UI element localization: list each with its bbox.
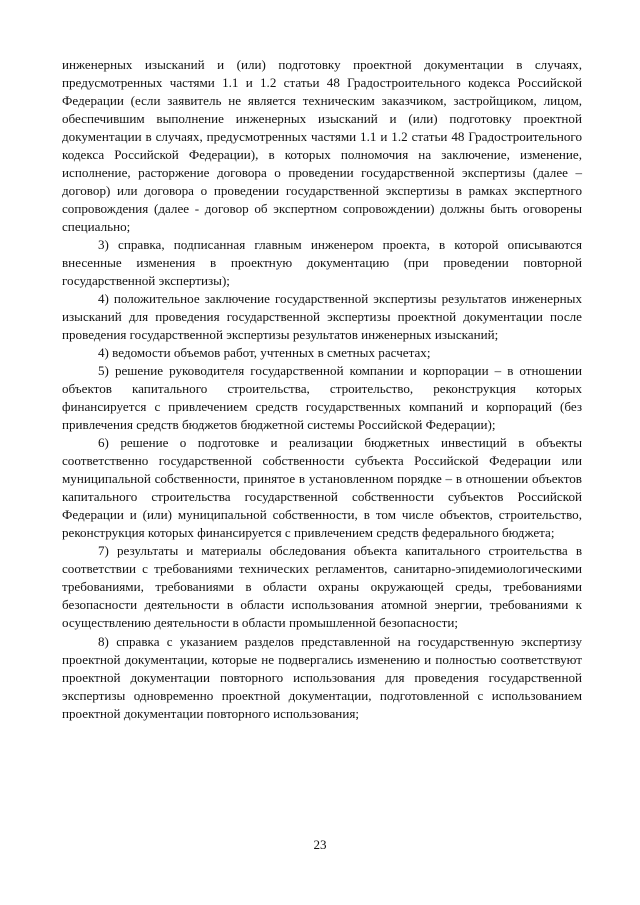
page-number: 23: [313, 837, 327, 852]
document-page: [62, 56, 582, 723]
paragraph-item-6: 6) решение о подготовке и реализации бюджетных инвестиций в объекты соответственно государственной собственности субъекта Российской Федерации или муниципальной собственности, принятое в установленном порядке – в отношении объектов капитального строительства государственной собственности субъектов Российской Федерации и (или) муниципальной собственности, в том числе объектов, строительство, реконструкция которых финансируется с привлечением средств федерального бюджета;: [62, 435, 582, 541]
paragraph-item-7: 7) результаты и материалы обследования объекта капитального строительства в соответствии с требованиями технических регламентов, санитарно-эпидемиологическими требованиями, требованиями в области охраны окружающей среды, требованиями безопасности деятельности в области использования атомной энергии, требованиями к осуществлению деятельности в области промышленной безопасности;: [62, 543, 582, 631]
paragraph-item-4-conclusion: 4) положительное заключение государственной экспертизы результатов инженерных изысканий для проведения государственной экспертизы проектной документации после проведения государственной экспертизы результатов инженерных изысканий;: [62, 291, 582, 343]
paragraph-item-8: 8) справка с указанием разделов представленной на государственную экспертизу проектной документации, которые не подвергались изменению и полностью соответствуют проектной документации повторного использования для проведения государственной экспертизы одновременно проектной документации, подготовленной с использованием проектной документации повторного использования;: [62, 633, 582, 721]
paragraph-item-3: 3) справка, подписанная главным инженером проекта, в которой описываются внесенные изменения в проектную документацию (при проведении повторной государственной экспертизы);: [62, 237, 582, 289]
paragraph-continuation: инженерных изысканий и (или) подготовку проектной документации в случаях, предусмотренных частями 1.1 и 1.2 статьи 48 Градостроительного кодекса Российской Федерации (если заявитель не является техническим заказчиком, застройщиком, лицом, обеспечившим выполнение инженерных изысканий и (или) подготовку проектной документации в случаях, предусмотренных частями 1.1 и 1.2 статьи 48 Градостроительного кодекса Российской Федерации), в которых полномочия на заключение, изменение, исполнение, расторжение договора о проведении государственной экспертизы (далее – договор) или договора о проведении государственной экспертизы в рамках экспертного сопровождения (далее - договор об экспертном сопровождении) должны быть оговорены специально;: [62, 57, 582, 235]
paragraph-item-5: 5) решение руководителя государственной компании и корпорации – в отношении объектов капитального строительства, строительство, реконструкция которых финансируется с привлечением средств государственных компаний и корпораций (без привлечения средств бюджетов бюджетной системы Российской Федерации);: [62, 363, 582, 433]
paragraph-item-4-statements: 4) ведомости объемов работ, учтенных в сметных расчетах;: [98, 345, 431, 361]
